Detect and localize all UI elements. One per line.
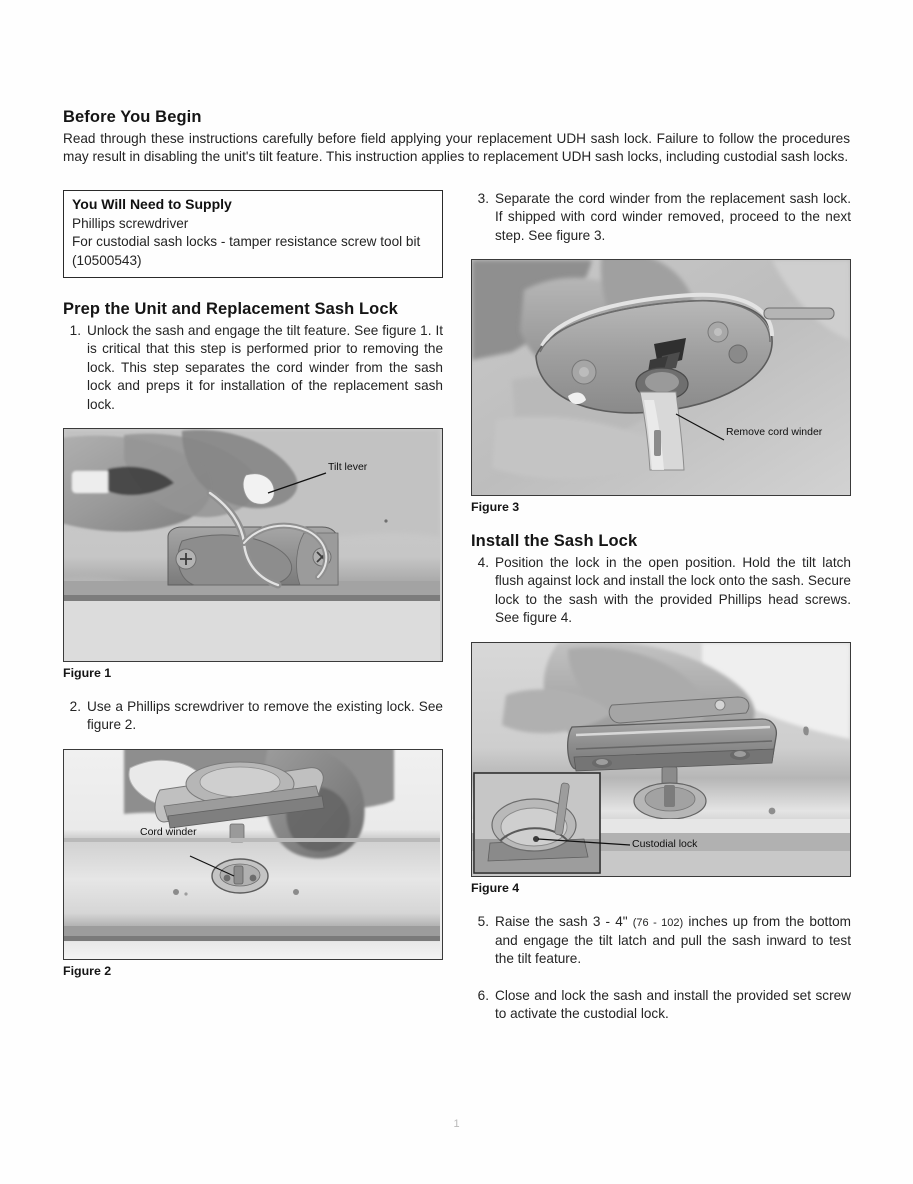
page-number: 1 [453,1118,460,1130]
figure-2 [63,749,443,978]
step-text: Position the lock in the open position. Hold the tilt latch flush against lock and install the lock onto the sash. Secure lock to the sash with the provided Phillips head screws. See figure 4. [495,555,851,626]
figure-3-image [471,259,851,496]
figure-4-callout: Custodial lock [632,837,698,850]
step-text: Close and lock the sash and install the provided set screw to activate the custodial lock. [495,987,851,1022]
figure-1 [63,428,443,680]
step-5-metric: (76 - 102) [632,916,684,929]
section-heading-prep: Prep the Unit and Replacement Sash Lock [63,300,398,319]
left-column [63,190,443,994]
figure-3-photo [472,260,850,495]
step-5-text-after: inches up from the bottom and engage the tilt latch and pull the sash inward to test the tilt feature. [495,913,851,967]
figure-1-callout: Tilt lever [328,461,368,474]
figure-2-photo [64,750,440,959]
step-number: 4. [477,555,489,571]
figure-1-image [63,428,443,662]
figure-4 [471,642,851,895]
step-4 [471,554,851,628]
step-5 [471,913,851,969]
figure-3-caption: Figure 3 [471,500,520,515]
figure-3-callout: Remove cord winder [726,426,823,439]
step-3 [471,190,851,245]
supply-item: Phillips screwdriver [72,215,189,231]
intro-paragraph: Read through these instructions carefully before field applying your replacement UDH sash lock. Failure to follow the procedures may result in disabling the unit's tilt feature. This instruction applies to replacement UDH sash locks, including custodial sash locks. [63,131,850,165]
intro-block [63,108,850,167]
step-1 [63,322,443,414]
section-heading-install: Install the Sash Lock [471,532,638,551]
right-column [471,190,851,1038]
step-text: Use a Phillips screwdriver to remove the existing lock. See figure 2. [87,699,443,733]
supply-box-title: You Will Need to Supply [72,195,232,212]
step-5-text-before: Raise the sash 3 - 4" [495,913,633,929]
figure-1-photo [64,429,440,661]
figure-4-caption: Figure 4 [471,880,520,895]
figure-2-caption: Figure 2 [63,963,112,978]
figure-2-image [63,749,443,960]
step-text: Unlock the sash and engage the tilt feature. See figure 1. It is critical that this step is performed prior to removing the lock. This step separates the cord winder from the sash lock and preps it for installation of the replacement sash lock. [87,323,443,412]
figure-4-image [471,642,851,877]
step-number: 3. [477,190,489,206]
supply-box [63,190,443,278]
supply-item: For custodial sash locks - tamper resistance screw tool bit (10500543) [72,234,421,268]
step-text [495,913,851,969]
figure-3 [471,259,851,514]
step-number: 1. [69,323,81,339]
two-column-layout [63,190,850,1038]
step-6 [471,987,851,1024]
step-number: 6. [477,987,489,1003]
step-number: 2. [69,699,81,715]
step-2 [63,698,443,735]
step-number: 5. [477,913,489,929]
step-text: Separate the cord winder from the replacement sash lock. If shipped with cord winder removed, proceed to the next step. See figure 3. [495,190,851,243]
page-title: Before You Begin [63,108,202,126]
figure-1-caption: Figure 1 [63,666,112,681]
page-content [63,108,850,1038]
figure-4-inset [474,773,600,873]
figure-2-callout: Cord winder [140,825,197,838]
